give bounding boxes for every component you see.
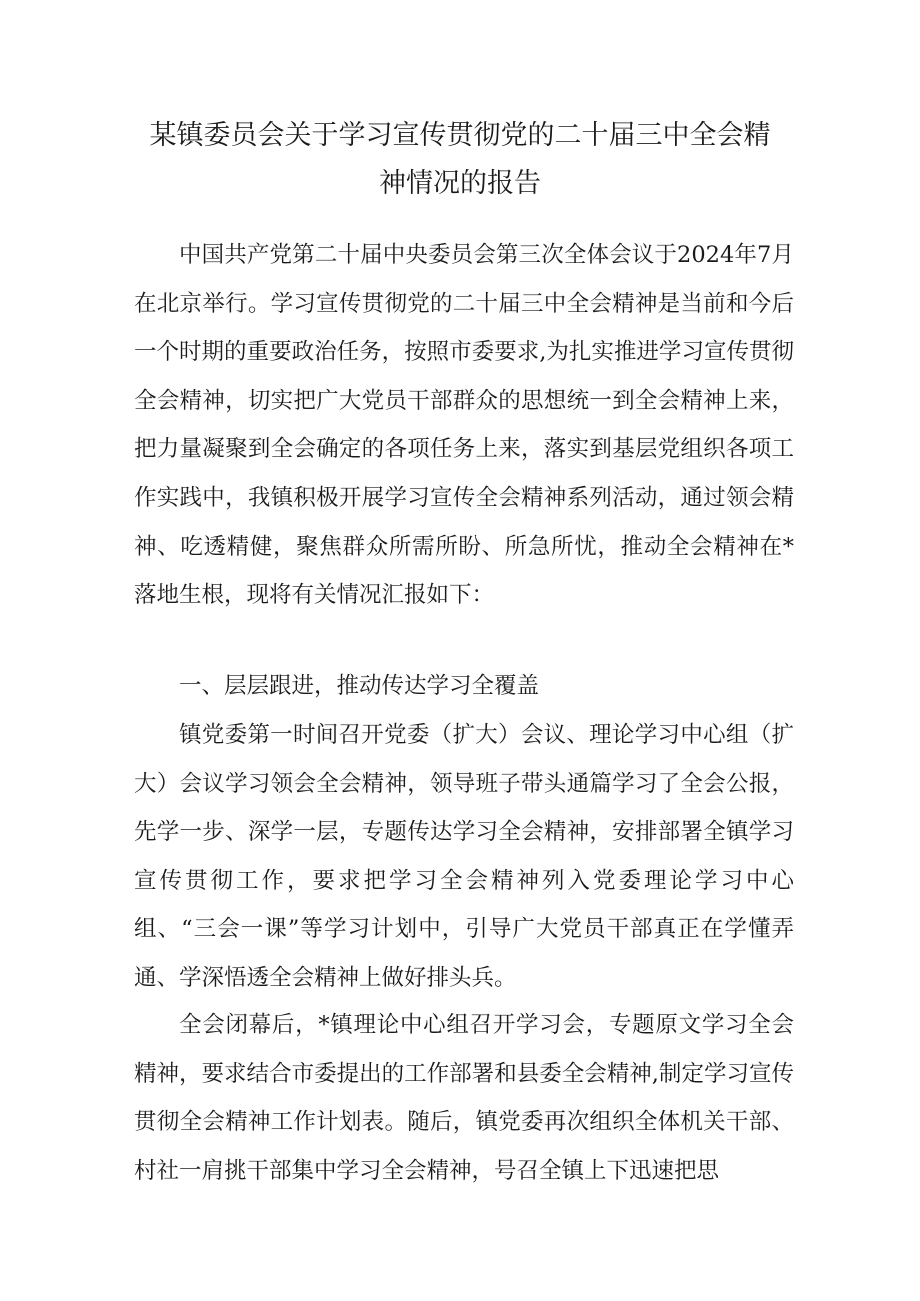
body-paragraph-2: 全会闭幕后，*镇理论中心组召开学习会，专题原文学习全会精神，要求结合市委提出的工作部署和县委全会精神,制定学习宣传贯彻全会精神工作计划表。随后，镇党委再次组织全体机关干部、村社一肩挑干部集中学习全会精神，号召全镇上下迅速把思 xyxy=(134,1012,794,1184)
section-heading-1: 一、层层跟进，推动传达学习全覆盖 xyxy=(179,673,540,699)
document-title-line-1: 某镇委员会关于学习宣传贯彻党的二十届三中全会精 xyxy=(149,120,771,151)
intro-paragraph: 中国共产党第二十届中央委员会第三次全体会议于2024年7月在北京举行。学习宣传贯彻党的二十届三中全会精神是当前和今后一个时期的重要政治任务，按照市委要求,为扎实推进学习宣传贯彻全会精神，切实把广大党员干部群众的思想统一到全会精神上来，把力量凝聚到全会确定的各项任务上来，落实到基层党组织各项工作实践中，我镇积极开展学习宣传全会精神系列活动，通过领会精神、吃透精健，聚焦群众所需所盼、所急所忧，推动全会精神在*落地生根，现将有关情况汇报如下： xyxy=(134,242,794,609)
body-paragraph-1: 镇党委第一时间召开党委（扩大）会议、理论学习中心组（扩大）会议学习领会全会精神，领导班子带头通篇学习了全会公报，先学一步、深学一层，专题传达学习全会精神，安排部署全镇学习宣传贯彻工作，要求把学习全会精神列入党委理论学习中心组、“三会一课”等学习计划中，引导广大党员干部真正在学懂弄通、学深悟透全会精神上做好排头兵。 xyxy=(134,722,794,991)
document-title-line-2: 神情况的报告 xyxy=(379,168,541,199)
